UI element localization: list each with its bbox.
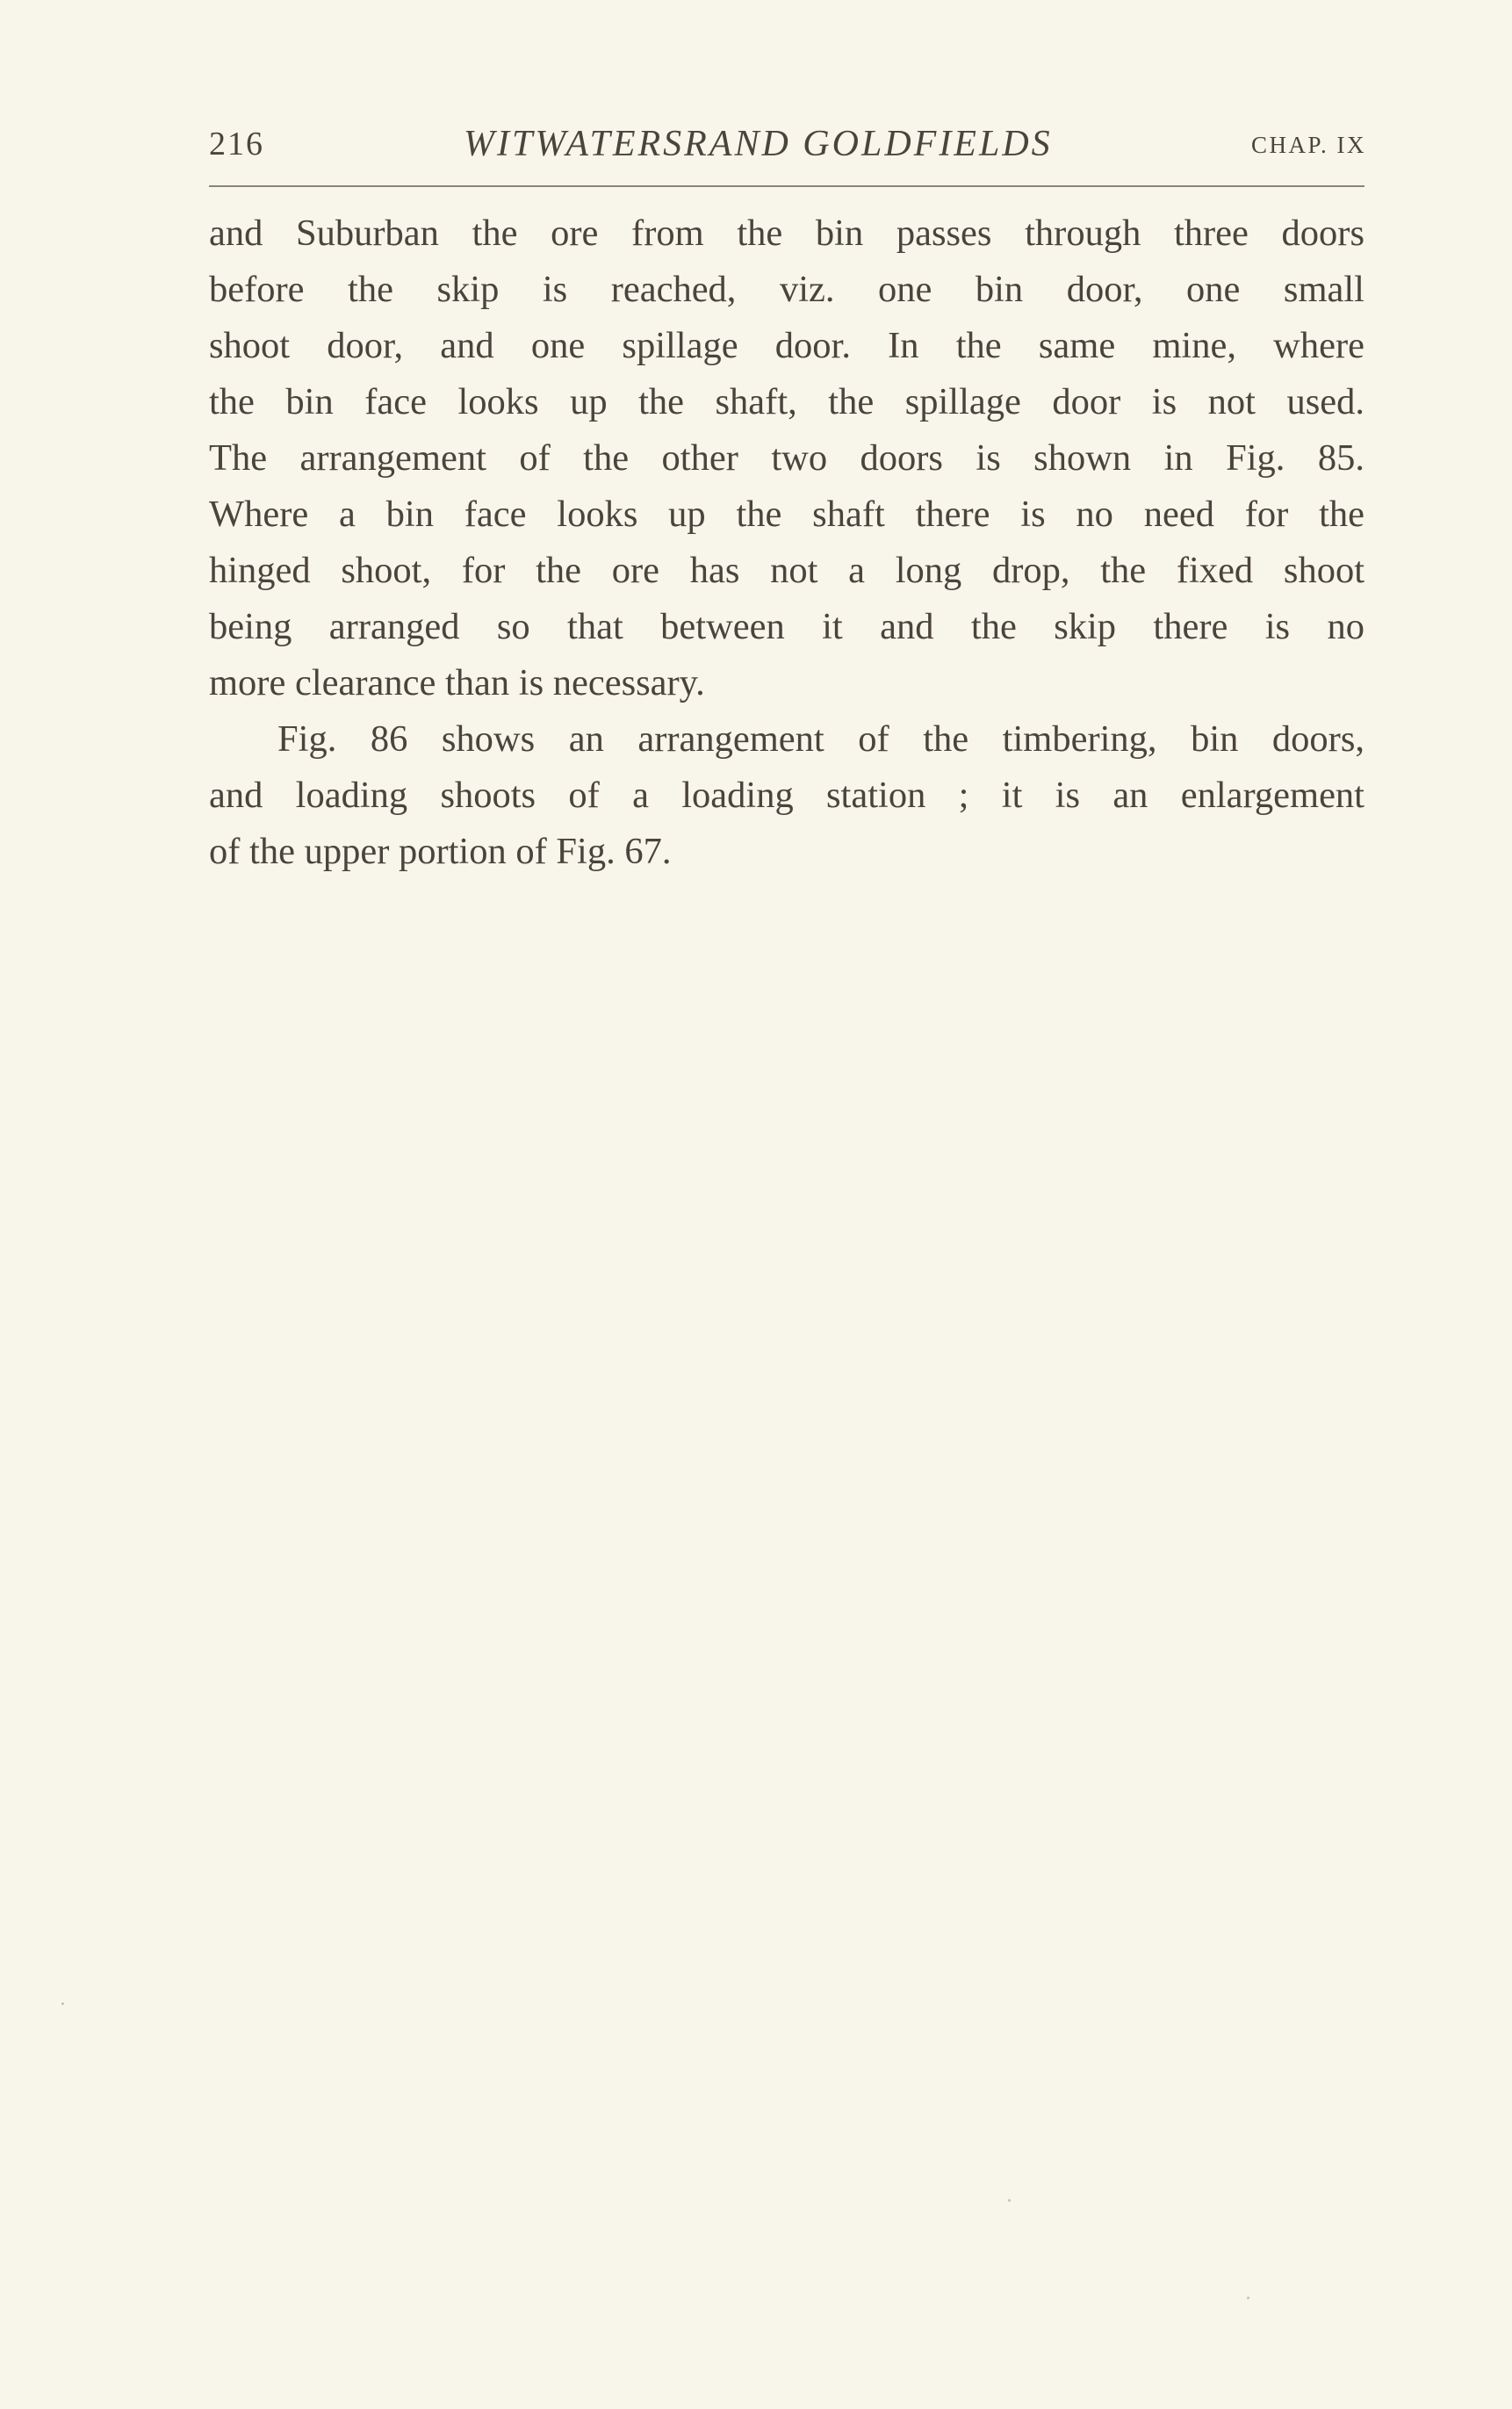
text-line: before the skip is reached, viz. one bin door, one small [209,269,1364,310]
text-line: The arrangement of the other two doors is shown in Fig. 85. [209,437,1364,479]
paragraph-2 [209,711,1364,880]
page-number: 216 [209,126,264,162]
paper-speck [1247,2297,1249,2299]
text-line: of the upper portion of Fig. 67. [209,831,672,872]
paper-speck [1008,2199,1011,2202]
running-title: WITWATERSRAND GOLDFIELDS [464,124,1053,164]
text-line: hinged shoot, for the ore has not a long drop, the fixed shoot [209,550,1364,591]
chapter-label: CHAP. IX [1250,132,1366,158]
text-line: and loading shoots of a loading station ; it is an enlargement [209,775,1364,816]
paper-speck [61,2002,64,2005]
header-rule [209,185,1364,187]
text-line: the bin face looks up the shaft, the spillage door is not used. [209,381,1364,422]
paragraph-1 [209,206,1364,711]
text-line: being arranged so that between it and the skip there is no [209,606,1364,647]
text-line: and Suburban the ore from the bin passes through three doors [209,213,1364,254]
text-line: more clearance than is necessary. [209,662,705,703]
text-line: shoot door, and one spillage door. In the same mine, where [209,325,1364,366]
text-line: Fig. 86 shows an arrangement of the timbering, bin doors, [277,718,1364,760]
text-line: Where a bin face looks up the shaft there is no need for the [209,494,1364,535]
body-text [209,206,1364,880]
running-head [209,119,1366,169]
